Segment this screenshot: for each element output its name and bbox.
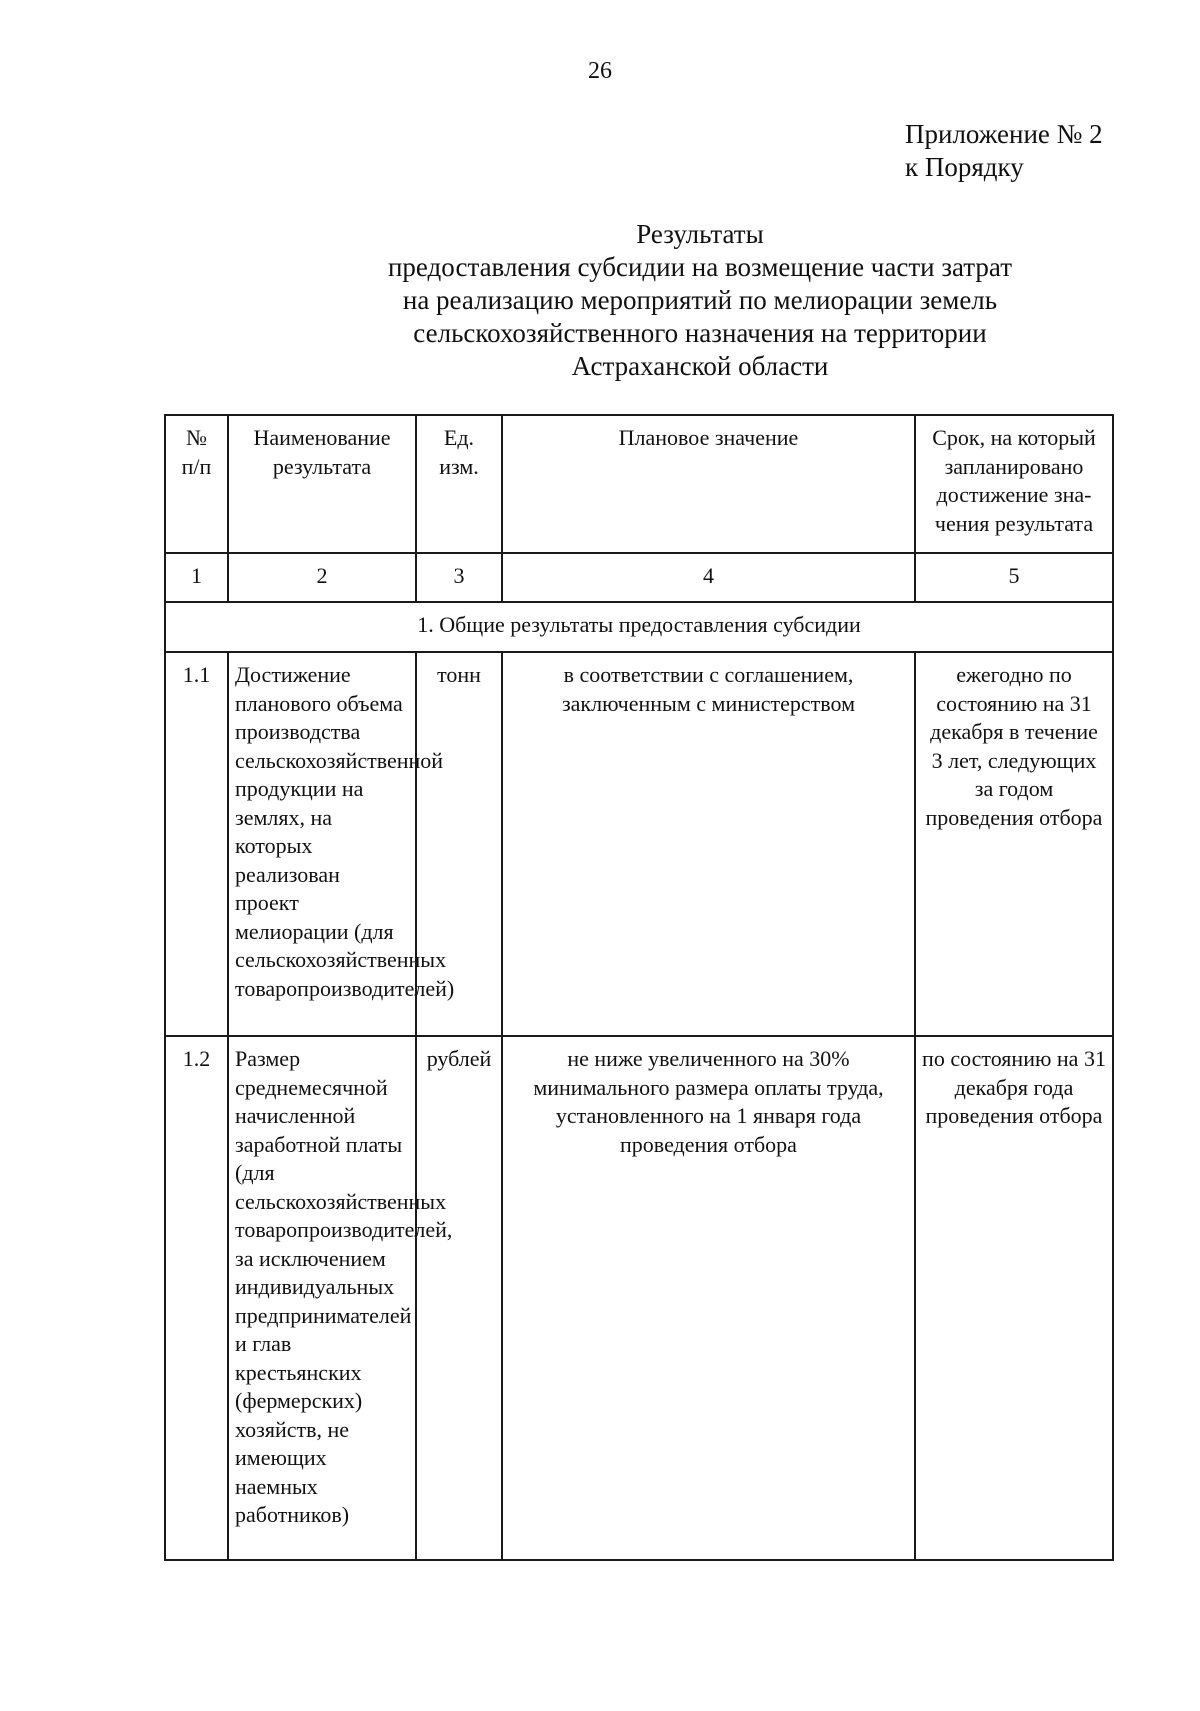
column-number-4: 4 [502, 553, 915, 602]
title-line-4: сельскохозяйственного назначения на территории [413, 318, 987, 348]
row-unit: тонн [416, 652, 502, 1036]
table-header-row [165, 415, 1113, 553]
section-row [165, 602, 1113, 652]
column-number-1: 1 [165, 553, 228, 602]
header-unit-line-1: Ед. [443, 425, 475, 450]
header-result-name [228, 415, 416, 553]
title-line-2: предоставления субсидии на возмещение части затрат [387, 252, 1013, 282]
header-deadline-line-3: достижение зна- [936, 482, 1092, 507]
table-row [165, 652, 1113, 1036]
header-deadline-line-1: Срок, на который [932, 425, 1096, 450]
header-deadline [915, 415, 1113, 553]
appendix-line-2: к Порядку [905, 152, 1024, 182]
header-number-line-2: п/п [181, 453, 212, 479]
header-planned-value [502, 415, 915, 553]
header-planned-value-line-1: Плановое значение [618, 425, 799, 450]
title-line-3: на реализацию мероприятий по мелиорации земель [402, 285, 998, 315]
column-number-2: 2 [228, 553, 416, 602]
table-row [165, 1036, 1113, 1560]
row-deadline: по состоянию на 31 декабря года проведения отбора [915, 1036, 1113, 1560]
row-unit: рублей [416, 1036, 502, 1560]
header-unit [416, 415, 502, 553]
column-number-5: 5 [915, 553, 1113, 602]
row-result-name: Достижение планового объема производства сельскохозяйственной продукции на землях, на которых реализован проект мелиорации (для сельскохозяйственных товаропроизводителей) [228, 652, 416, 1036]
row-number: 1.1 [165, 652, 228, 1036]
appendix-reference [905, 118, 1103, 184]
header-deadline-line-4: чения результата [934, 510, 1094, 536]
header-unit-line-2: изм. [439, 453, 479, 479]
header-result-name-line-1: Наименование [253, 425, 391, 450]
row-deadline: ежегодно по состоянию на 31 декабря в течение 3 лет, следующих за годом проведения отбора [915, 652, 1113, 1036]
page-number: 26 [588, 58, 612, 84]
section-title: 1. Общие результаты предоставления субсидии [165, 602, 1113, 652]
row-planned-value: не ниже увеличенного на 30% минимального размера оплаты труда, установленного на 1 января года проведения отбора [502, 1036, 915, 1560]
column-number-3: 3 [416, 553, 502, 602]
header-number [165, 415, 228, 553]
header-number-line-1: № [186, 425, 207, 450]
column-number-row [165, 553, 1113, 602]
row-planned-value: в соответствии с соглашением, заключенным с министерством [502, 652, 915, 1036]
title-line-1: Результаты [636, 219, 764, 249]
header-result-name-line-2: результата [272, 453, 372, 479]
results-table [164, 414, 1114, 1561]
appendix-line-1: Приложение № 2 [905, 119, 1103, 149]
row-number: 1.2 [165, 1036, 228, 1560]
title-line-5: Астраханской области [571, 351, 829, 381]
header-deadline-line-2: запланировано [944, 453, 1084, 479]
row-result-name: Размер среднемесячной начисленной заработной платы (для сельскохозяйственных товаропроизводителей, за исключением индивидуальных предпринимателей и глав крестьянских (фермерских) хозяйств, не имеющих наемных работников) [228, 1036, 416, 1560]
document-title [300, 218, 1100, 383]
